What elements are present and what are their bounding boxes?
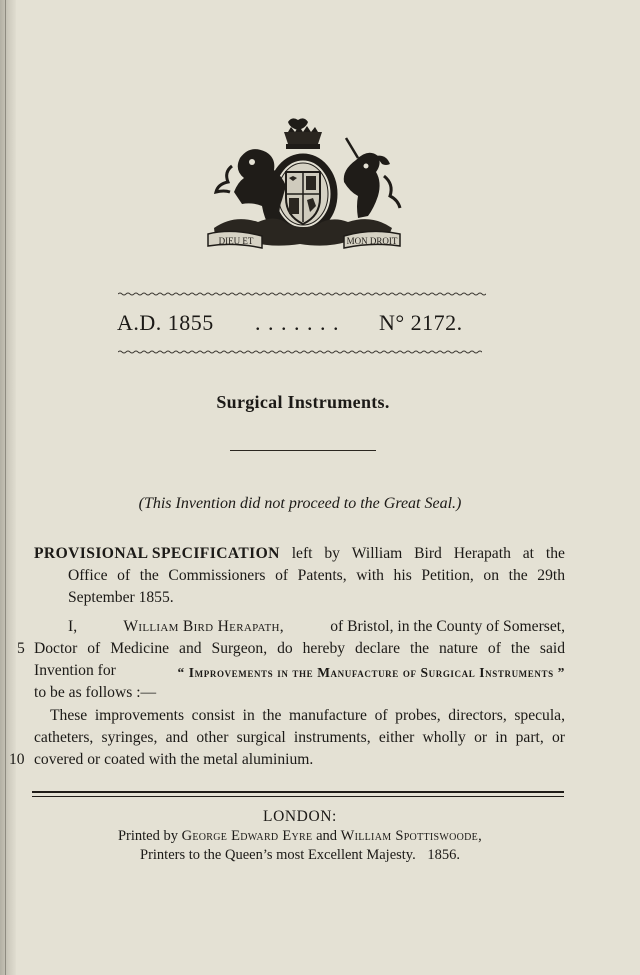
patent-number: N° 2172. (379, 310, 463, 335)
imprint-and: and (316, 828, 337, 844)
royal-coat-of-arms (200, 116, 406, 252)
footer-rule-thin (32, 796, 564, 797)
body-line-7: to be as follows :— (34, 684, 157, 701)
line-number-5: 5 (17, 640, 25, 657)
document-title: Surgical Instruments. (216, 392, 390, 412)
body-line-2: Office of the Commissioners of Patents, with his Petition, on the 29th (68, 567, 565, 584)
printer-name-2: William Spottiswoode, (340, 828, 483, 844)
body-line-9: catheters, syringes, and other surgical instruments, either wholly or in part, or (34, 729, 565, 746)
ornamental-rule-top (118, 292, 486, 296)
word: William (351, 545, 403, 562)
ornamental-rule-bottom (118, 350, 482, 354)
body-line-3: September 1855. (68, 589, 174, 606)
body-line-1 (34, 543, 565, 565)
footer-rule-thick (32, 791, 564, 793)
text-fragment: I, (68, 618, 78, 635)
imprint-majesty-line (0, 846, 600, 865)
text-fragment: of Bristol, in the County of Somerset, (330, 618, 565, 635)
line-number-10: 10 (9, 751, 25, 768)
body-line-8: These improvements consist in the manufacture of probes, directors, specula, (50, 707, 565, 724)
patent-heading (117, 310, 487, 340)
patent-year: A.D. 1855 (117, 310, 214, 335)
body-line-10: covered or coated with the metal aluminium. (34, 751, 314, 768)
imprint-printed-by: Printed by (117, 828, 178, 844)
printer-name-1: George Edward Eyre (181, 828, 313, 844)
word: Herapath (453, 545, 511, 562)
great-seal-note: (This Invention did not proceed to the Great Seal.) (138, 495, 462, 512)
inventor-name: William Bird Herapath, (123, 618, 284, 635)
imprint-printers-line (0, 827, 600, 846)
body-line-4 (68, 616, 565, 638)
text-fragment: Invention for (34, 662, 116, 679)
body-line-6 (34, 660, 565, 684)
heading-leader: . . . . . . . (255, 310, 340, 335)
imprint-year: 1856. (427, 847, 460, 863)
title-underline-rule (230, 450, 376, 451)
word: left (291, 545, 313, 562)
body-line-5: Doctor of Medicine and Surgeon, do hereby declare the nature of the said (34, 640, 565, 657)
motto-left: DIEU ET (218, 236, 254, 246)
word: Bird (414, 545, 442, 562)
provisional-specification-label: PROVISIONAL SPECIFICATION (34, 545, 280, 562)
word: by (324, 545, 340, 562)
imprint-city: LONDON: (263, 808, 337, 825)
imprint-printers-to: Printers to the Queen’s most Excellent Majesty. (140, 847, 416, 863)
motto-right: MON DROIT (346, 236, 398, 246)
word: at (522, 545, 534, 562)
invention-title: “ Improvements in the Manufacture of Surgical Instruments ” (177, 665, 565, 680)
word: the (545, 545, 565, 562)
